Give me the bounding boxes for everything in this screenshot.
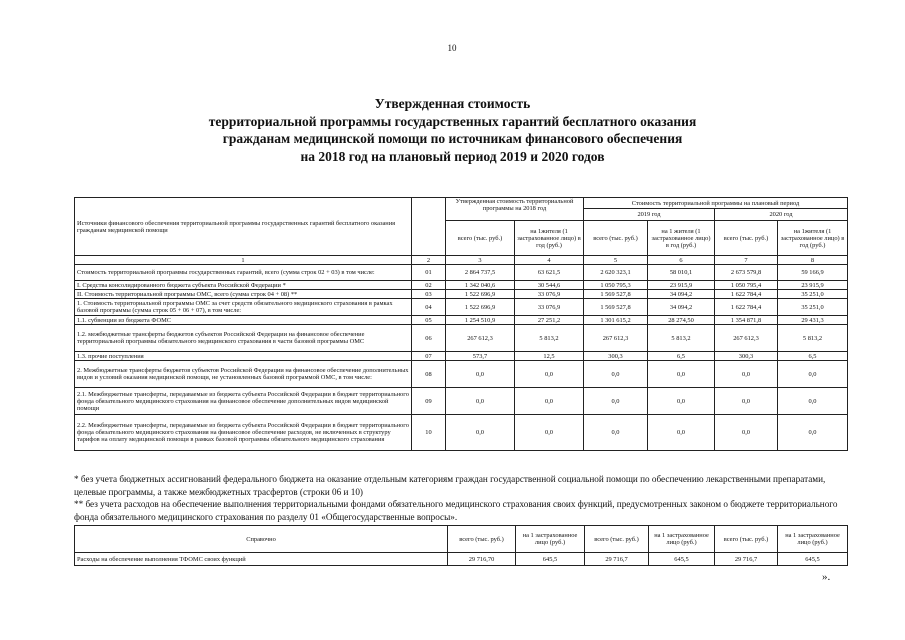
cell-value: 12,5 [515,352,584,361]
cell-value: 1 050 795,4 [715,281,778,290]
table-row [75,265,848,281]
cell-value: 0,0 [648,415,715,451]
cell-value: 0,0 [515,361,584,388]
cell-value: 5 813,2 [515,325,584,352]
cell-value: 29 716,70 [448,553,516,566]
cell-value: 0,0 [584,361,648,388]
cell-value: 29 716,7 [715,553,778,566]
cell-value: 23 915,9 [648,281,715,290]
header-code [412,198,446,256]
cell-value: 0,0 [446,388,515,415]
row-code: 01 [412,265,446,281]
row-label: 1.1. субвенции из бюджета ФОМС [75,316,412,325]
cost-table [74,197,848,451]
cell-value: 1 354 871,8 [715,316,778,325]
cell-value: 0,0 [584,388,648,415]
cell-value: 27 251,2 [515,316,584,325]
cell-value: 573,7 [446,352,515,361]
col-number: 7 [715,256,778,265]
title-line: территориальной программы государственных гарантий бесплатного оказания [208,113,697,129]
cell-value: 645,5 [516,553,585,566]
table-row [75,281,848,290]
table-row [75,290,848,299]
cell-value: 1 050 795,3 [584,281,648,290]
cell-value: 35 251,0 [778,290,848,299]
cell-value: 0,0 [715,388,778,415]
cell-value: 2 673 579,8 [715,265,778,281]
cell-value: 1 301 615,2 [584,316,648,325]
cell-value: 6,5 [778,352,848,361]
cell-value: 58 010,1 [648,265,715,281]
row-code: 03 [412,290,446,299]
row-label: Стоимость территориальной программы государственных гарантий, всего (сумма строк 02 + 03) в том числе: [75,265,412,281]
cell-value: 30 544,6 [515,281,584,290]
footnote-2: ** без учета расходов на обеспечение выполнения территориальными фондами обязательного медицинского страхования своих функций, предусмотренных законом о бюджете территориального фонда обязательного медицинского страхования по разделу 01 «Общегосударственные вопросы». [74,499,838,522]
row-label: 1.3. прочие поступления [75,352,412,361]
cell-value: 33 076,9 [515,299,584,316]
cell-value: 1 254 510,9 [446,316,515,325]
cell-value: 29 716,7 [585,553,649,566]
cell-value: 1 342 040,6 [446,281,515,290]
header-per-capita: на 1 жителя (1 застрахованное лицо) в год (руб.) [648,221,715,256]
cell-value: 2 620 323,1 [584,265,648,281]
row-code: 06 [412,325,446,352]
row-code: 08 [412,361,446,388]
row-label: I. Средства консолидированного бюджета субъекта Российской Федерации * [75,281,412,290]
cell-value: 645,5 [649,553,715,566]
cell-value: 0,0 [778,415,848,451]
header-total: всего (тыс. руб.) [715,221,778,256]
row-label: 2.2. Межбюджетные трансферты, передаваемые из бюджета субъекта Российской Федерации в бюджет территориального фонда обязательного медицинского страхования на финансовое обеспечение расходов, не включенных в структуру тарифов на оплату медицинской помощи в рамках базовой программы обязательного медицинского страхования [75,415,412,451]
cell-value: 300,3 [715,352,778,361]
table-row [75,316,848,325]
cell-value: 645,5 [778,553,848,566]
row-label: II. Стоимость территориальной программы ОМС, всего (сумма строк 04 + 08) ** [75,290,412,299]
reference-table [74,525,848,566]
title-line: на 2018 год на плановый период 2019 и 2020 годов [300,148,605,164]
reference-label-header: Справочно [75,526,448,553]
row-code: 04 [412,299,446,316]
cell-value: 34 094,2 [648,299,715,316]
cell-value: 0,0 [584,415,648,451]
cell-value: 1 569 527,8 [584,299,648,316]
cell-value: 267 612,3 [584,325,648,352]
cell-value: 1 522 696,9 [446,290,515,299]
header-approved: Утвержденная стоимость территориальной программы на 2018 год [446,198,584,221]
cell-value: 267 612,3 [715,325,778,352]
table-row [75,325,848,352]
cell-value: 0,0 [446,415,515,451]
header-total: всего (тыс. руб.) [715,526,778,553]
cell-value: 300,3 [584,352,648,361]
cell-value: 0,0 [715,415,778,451]
header-total: всего (тыс. руб.) [584,221,648,256]
header-per-insured: на 1 застрахованное лицо (руб.) [778,526,848,553]
cell-value: 5 813,2 [778,325,848,352]
cell-value: 0,0 [715,361,778,388]
table-row [75,415,848,451]
header-per-capita: на 1жителя (1 застрахованное лицо) в год (руб.) [515,221,584,256]
header-total: всего (тыс. руб.) [448,526,516,553]
row-label: 2. Межбюджетные трансферты бюджетов субъектов Российской Федерации на финансовое обеспечение дополнительных видов и условий оказания медицинской помощи, не установленных базовой программой ОМС, в том числе: [75,361,412,388]
col-number: 3 [446,256,515,265]
cell-value: 1 569 527,8 [584,290,648,299]
header-per-capita: на 1жителя (1 застрахованное лицо) в год (руб.) [778,221,848,256]
header-per-insured: на 1 застрахованное лицо (руб.) [516,526,585,553]
row-code: 09 [412,388,446,415]
header-source: Источники финансового обеспечения территориальной программы государственных гарантий бесплатного оказания гражданам медицинской помощи [75,198,412,256]
cell-value: 5 813,2 [648,325,715,352]
row-code: 10 [412,415,446,451]
footnote-1: * без учета бюджетных ассигнований федерального бюджета на оказание отдельным категориям граждан государственной социальной помощи по обеспечению лекарственными препаратами, целевые программы, а также межбюджетных трасфертов (строки 06 и 10) [74,474,826,497]
header-planned: Стоимость территориальной программы на плановый период [584,198,848,209]
table-row [75,361,848,388]
cell-value: 0,0 [515,388,584,415]
row-label: 2.1. Межбюджетные трансферты, передаваемые из бюджета субъекта Российской Федерации в бюджет территориального фонда обязательного медицинского страхования на финансовое обеспечение дополнительных видов медицинской помощи [75,388,412,415]
table-row [75,553,848,566]
cell-value: 23 915,9 [778,281,848,290]
col-number: 5 [584,256,648,265]
table-row [75,299,848,316]
table-row [75,388,848,415]
document-title [60,95,845,165]
table-row [75,352,848,361]
cell-value: 59 166,9 [778,265,848,281]
closing-quote: ». [822,571,831,583]
cell-value: 35 251,0 [778,299,848,316]
cell-value: 6,5 [648,352,715,361]
row-code: 02 [412,281,446,290]
cell-value: 0,0 [515,415,584,451]
cell-value: 0,0 [446,361,515,388]
cell-value: 1 622 784,4 [715,299,778,316]
col-number: 8 [778,256,848,265]
cell-value: 0,0 [778,388,848,415]
col-number: 6 [648,256,715,265]
title-line: Утвержденная стоимость [374,96,531,111]
cell-value: 0,0 [648,388,715,415]
header-total: всего (тыс. руб.) [446,221,515,256]
cell-value: 33 076,9 [515,290,584,299]
header-2020: 2020 год [715,209,848,221]
header-2019: 2019 год [584,209,715,221]
header-per-insured: на 1 застрахованное лицо (руб.) [649,526,715,553]
row-code: 05 [412,316,446,325]
row-code: 07 [412,352,446,361]
cell-value: 1 622 784,4 [715,290,778,299]
cell-value: 0,0 [778,361,848,388]
cell-value: 1 522 696,9 [446,299,515,316]
row-label: Расходы на обеспечение выполнения ТФОМС своих функций [75,553,448,566]
title-line: гражданам медицинской помощи по источникам финансового обеспечения [222,131,683,146]
cell-value: 28 274,50 [648,316,715,325]
header-total: всего (тыс. руб.) [585,526,649,553]
page-number: 10 [447,43,457,53]
cell-value: 0,0 [648,361,715,388]
row-label: 1. Стоимость территориальной программы ОМС за счет средств обязательного медицинского страхования в рамках базовой программы (сумма строк 05 + 06 + 07), в том числе: [75,299,412,316]
cell-value: 267 612,3 [446,325,515,352]
col-number: 1 [75,256,412,265]
row-label: 1.2. межбюджетные трансферты бюджетов субъектов Российской Федерации на финансовое обеспечение территориальной программы обязательного медицинского страхования в части базовой программы ОМС [75,325,412,352]
cell-value: 34 094,2 [648,290,715,299]
col-number: 4 [515,256,584,265]
cell-value: 63 621,5 [515,265,584,281]
col-number: 2 [412,256,446,265]
cell-value: 29 431,3 [778,316,848,325]
cell-value: 2 864 737,5 [446,265,515,281]
